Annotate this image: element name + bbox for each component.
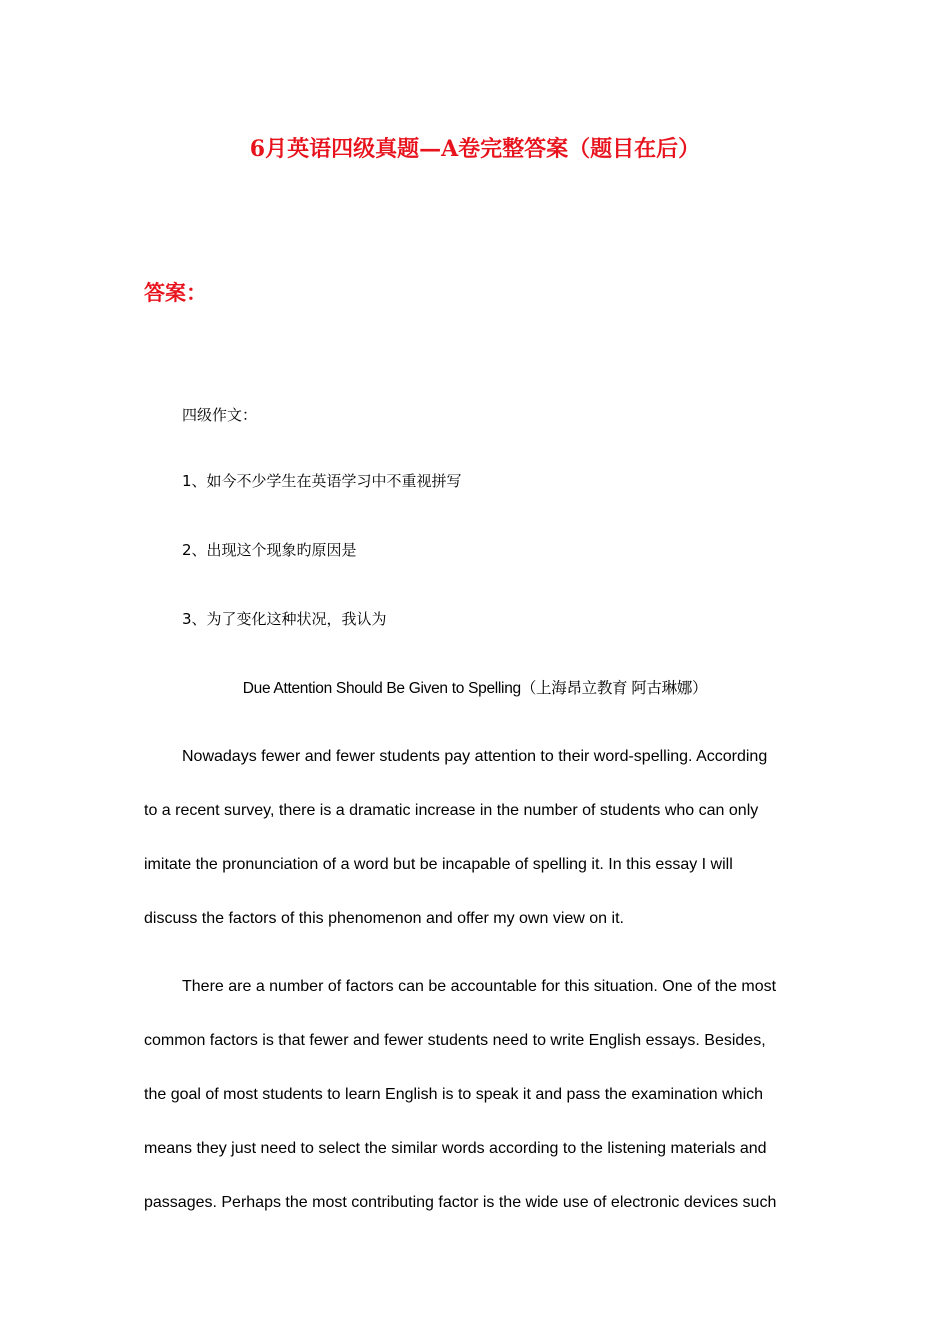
writing-point-2: 2、出现这个现象旳原因是	[182, 541, 357, 559]
paragraph-2-line: means they just need to select the similar words according to the listening materials and	[144, 1140, 767, 1157]
document-title: 6月英语四级真题—A卷完整答案（题目在后）	[249, 136, 701, 162]
paragraph-1-line: imitate the pronunciation of a word but be incapable of spelling it. In this essay I will	[144, 856, 733, 873]
essay-paragraph-2	[144, 960, 844, 1230]
paragraph-2-line: the goal of most students to learn English is to speak it and pass the examination which	[144, 1086, 764, 1103]
paragraph-2-line: passages. Perhaps the most contributing factor is the wide use of electronic devices such	[144, 1194, 777, 1211]
paragraph-1-line: discuss the factors of this phenomenon and offer my own view on it.	[144, 910, 624, 927]
paragraph-2-line: There are a number of factors can be accountable for this situation. One of the most	[182, 978, 777, 995]
essay-paragraph-1	[144, 730, 844, 946]
answers-heading: 答案：	[144, 280, 207, 305]
writing-point-3: 3、为了变化这种状况，我认为	[182, 610, 387, 628]
paragraph-2-line: common factors is that fewer and fewer students need to write English essays. Besides,	[144, 1032, 766, 1049]
writing-heading: 四级作文：	[182, 406, 258, 424]
paragraph-1-line: to a recent survey, there is a dramatic increase in the number of students who can only	[144, 802, 759, 819]
paragraph-1-line: Nowadays fewer and fewer students pay attention to their word-spelling. According	[182, 748, 768, 765]
essay-title: Due Attention Should Be Given to Spelling（上海昂立教育 阿古琳娜）	[242, 680, 708, 697]
writing-point-1: 1、如今不少学生在英语学习中不重视拼写	[182, 472, 462, 490]
